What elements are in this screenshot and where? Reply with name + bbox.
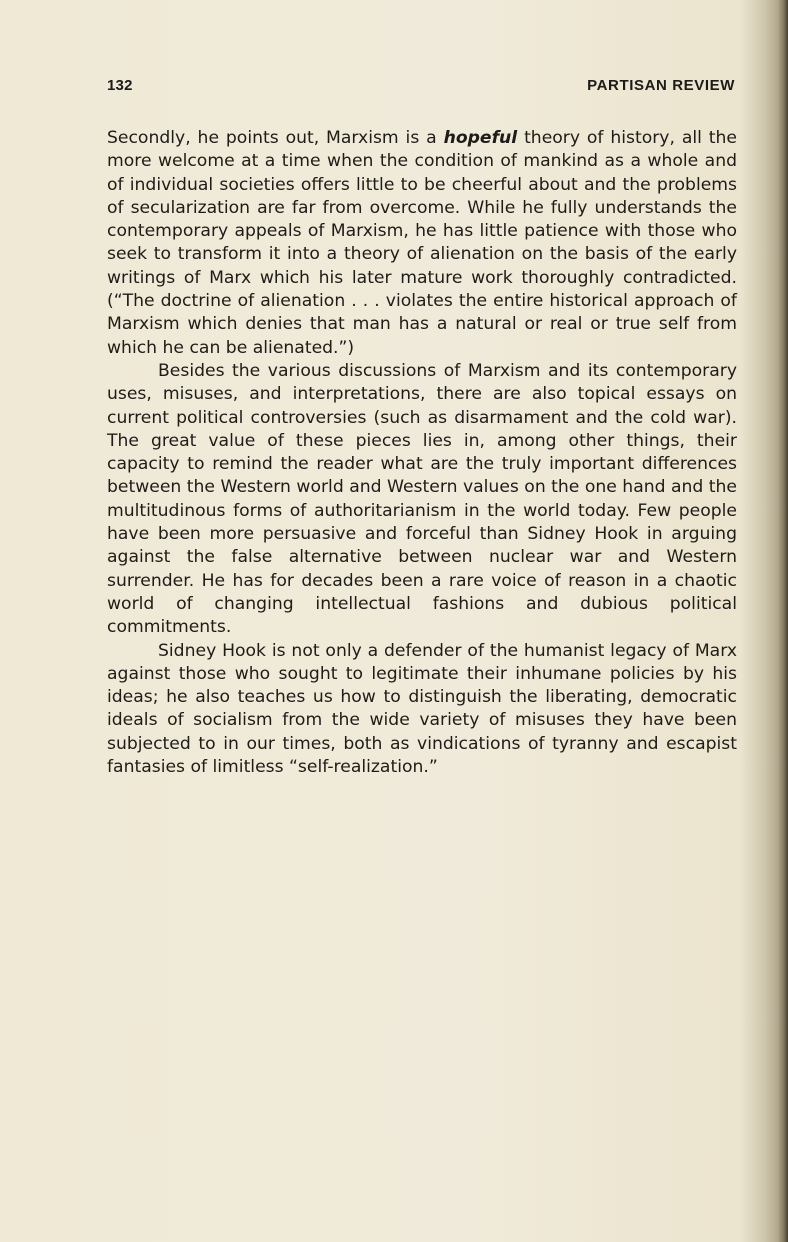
article-body (107, 127, 737, 779)
page-header (107, 77, 735, 99)
page-edge-shadow (778, 0, 788, 1242)
page-number: 132 (107, 77, 133, 94)
paragraph-2: Besides the various discussions of Marxism and its contemporary uses, misuses, and interpretations, there are also topical essays on current political controversies (such as disarmament and the cold war). The great value of these pieces lies in, among other things, their capacity to remind the reader what are the truly important differences between the Western world and Western values on the one hand and the multitudinous forms of authoritarianism in the world today. Few people have been more persuasive and forceful than Sidney Hook in arguing against the false alternative between nuclear war and Western surrender. He has for decades been a rare voice of reason in a chaotic world of changing intellectual fashions and dubious political commitments. (107, 360, 737, 638)
paragraph-1 (107, 127, 737, 360)
paragraph-1-before: Secondly, he points out, Marxism is a (107, 128, 444, 148)
paragraph-1-after: theory of history, all the more welcome at a time when the condition of mankind as a whole and of individual societies offers little to be cheerful about and the problems of secularization are far from overcome. While he fully understands the contemporary appeals of Marxism, he has little patience with those who seek to transform it into a theory of alienation on the basis of the early writings of Marx which his later mature work thoroughly contradicted. (“The doctrine of alienation . . . violates the entire historical approach of Marxism which denies that man has a natural or real or true self from which he can be alienated.”) (107, 128, 737, 358)
running-head: PARTISAN REVIEW (587, 77, 735, 94)
emphasis-hopeful: hopeful (443, 128, 518, 148)
paragraph-3: Sidney Hook is not only a defender of the humanist legacy of Marx against those who sought to legitimate their inhumane policies by his ideas; he also teaches us how to distinguish the liberating, democratic ideals of socialism from the wide variety of misuses they have been subjected to in our times, both as vindications of tyranny and escapist fantasies of limitless “self-realization.” (107, 640, 737, 778)
